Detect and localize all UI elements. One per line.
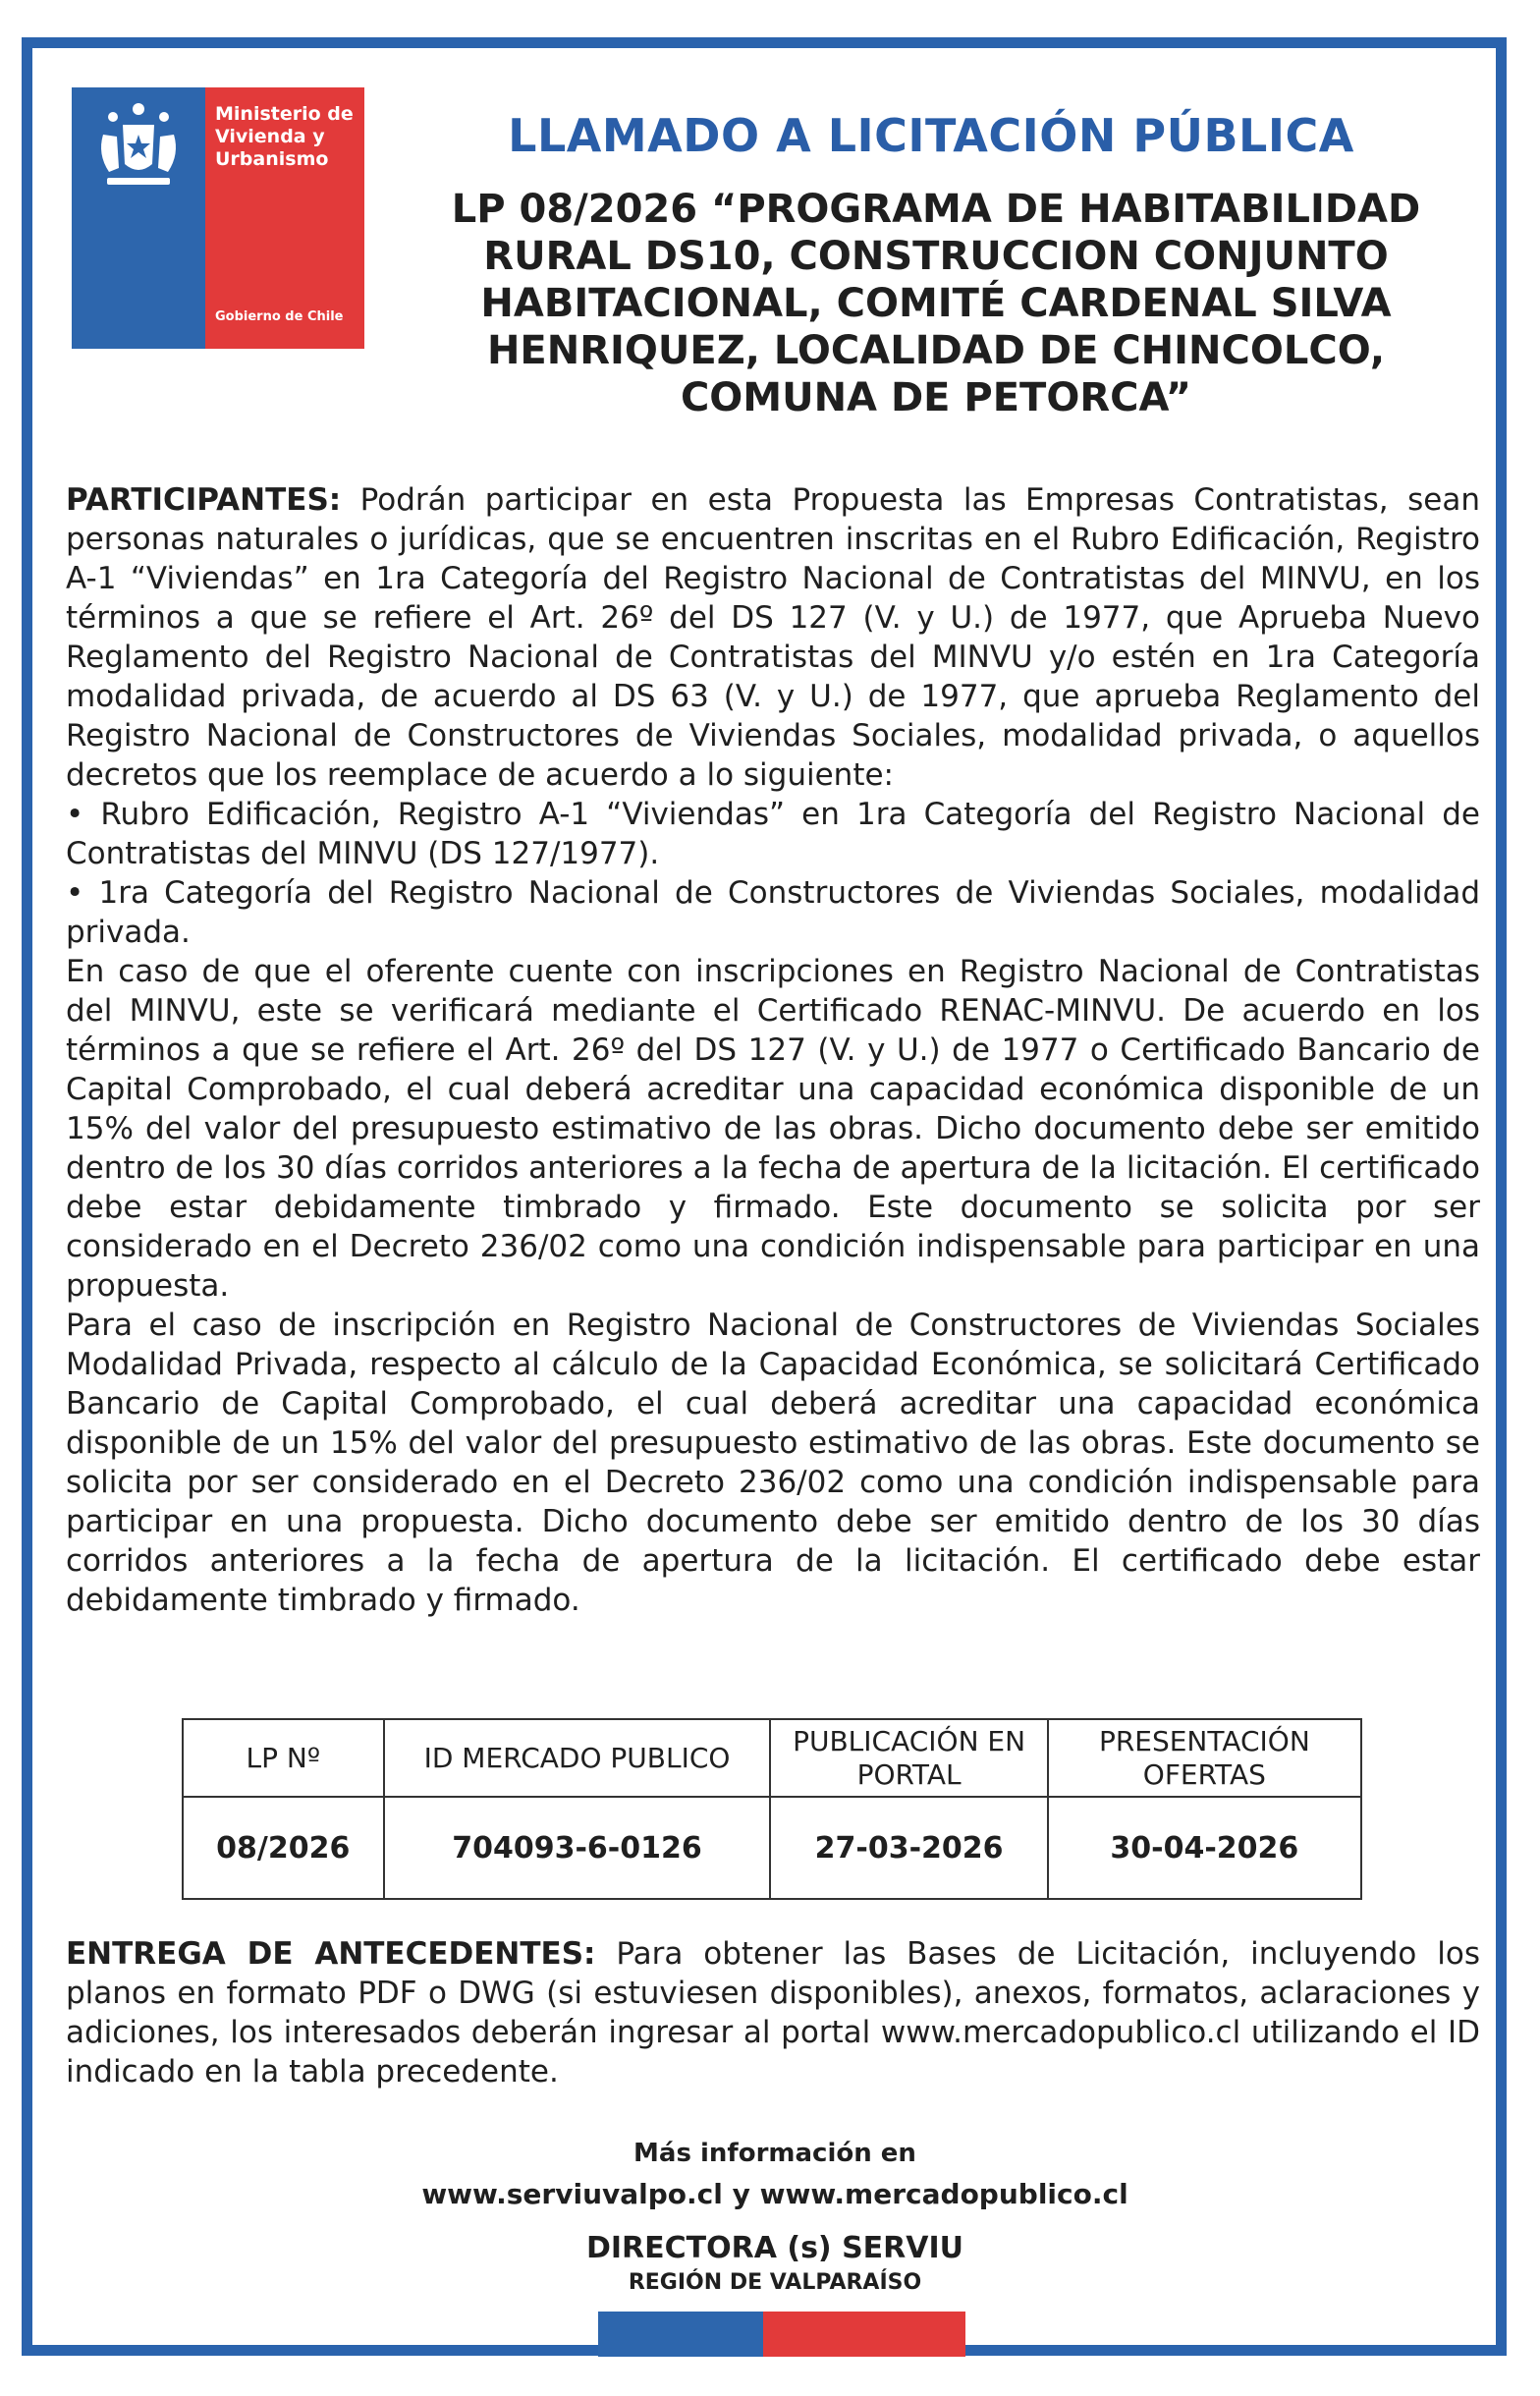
subtitle-line-5: COMUNA DE PETORCA” <box>680 375 1192 420</box>
signer-title: DIRECTORA (s) SERVIU <box>585 2231 964 2265</box>
participantes-intro-text: Podrán participar en esta Propuesta las Empresas Contratistas, sean personas naturales o jurídicas, que se encuentren inscritas en el Rubro Edificación, Registro A-1 “Viviendas” en 1ra Categoría del Registro Nacional de Contratistas del MINVU, en los términos a que se refiere el Art. 26º del DS 127 (V. y U.) de 1977, que Aprueba Nuevo Reglamento del Registro Nacional de Contratistas del MINVU y/o estén en 1ra Categoría modalidad privada, de acuerdo al DS 63 (V. y U.) de 1977, que aprueba Reglamento del Registro Nacional de Constructores de Viviendas Sociales, modalidad privada, o aquellos decretos que los reemplace de acuerdo a lo siguiente: <box>66 482 1480 793</box>
licitacion-table <box>182 1718 1362 1900</box>
ministry-line-1: Ministerio de <box>215 103 354 125</box>
subtitle-line-1: LP 08/2026 “PROGRAMA DE HABITABILIDAD <box>451 187 1421 232</box>
entrega-label: ENTREGA DE ANTECEDENTES: <box>66 1936 596 1972</box>
flag-blue <box>598 2312 763 2357</box>
bullet-item-1: • Rubro Edificación, Registro A-1 “Viviendas” en 1ra Categoría del Registro Nacional de Contratistas del MINVU (DS 127/1977). <box>66 797 1480 871</box>
subtitle-line-4: HENRIQUEZ, LOCALIDAD DE CHINCOLCO, <box>486 328 1386 373</box>
entrega-section <box>66 1934 1480 2091</box>
participantes-label: PARTICIPANTES: <box>66 482 342 518</box>
participantes-intro <box>66 480 1480 795</box>
ministry-line-3: Urbanismo <box>215 148 329 170</box>
notice-frame <box>22 37 1507 2356</box>
participantes-section <box>66 480 1480 1620</box>
flag-bar <box>598 2312 965 2357</box>
signer-region: REGIÓN DE VALPARAÍSO <box>628 2270 922 2295</box>
government-label: Gobierno de Chile <box>215 309 344 324</box>
paragraph-viviendas-sociales: Para el caso de inscripción en Registro Nacional de Constructores de Viviendas Sociales Modalidad Privada, respecto al cálculo de la Capacidad Económica, se solicitará Certificado Bancario de Capital Comprobado, el cual deberá acreditar una capacidad económica disponible de un 15% del valor del presupuesto estimativo de las obras. Este documento se solicita por ser considerado en el Decreto 236/02 como una condición indispensable para participar en una propuesta. Dicho documento debe ser emitido dentro de los 30 días corridos anteriores a la fecha de apertura de la licitación. El certificado debe estar debidamente timbrado y firmado. <box>66 1308 1480 1618</box>
subtitle-line-3: HABITACIONAL, COMITÉ CARDENAL SILVA <box>480 281 1392 326</box>
flag-red <box>763 2312 965 2357</box>
more-info-links: www.serviuvalpo.cl y www.mercadopublico.cl <box>421 2178 1128 2210</box>
table-row <box>183 1797 1361 1899</box>
ministry-name <box>215 103 360 171</box>
bullet-item-2: • 1ra Categoría del Registro Nacional de Constructores de Viviendas Sociales, modalidad privada. <box>66 875 1480 950</box>
ministry-line-2: Vivienda y <box>215 126 325 147</box>
table-cell-presentacion: 30-04-2026 <box>1048 1797 1361 1899</box>
table-header-cell: LP Nº <box>183 1719 384 1797</box>
chile-coat-of-arms-icon <box>89 95 188 194</box>
notice-title: LLAMADO A LICITACIÓN PÚBLICA <box>508 109 1354 162</box>
table-header-row <box>183 1719 1361 1797</box>
notice-subtitle <box>396 186 1476 421</box>
entrega-text: Para obtener las Bases de Licitación, incluyendo los planos en formato PDF o DWG (si estuviesen disponibles), anexos, formatos, aclaraciones y adiciones, los interesados deberán ingresar al portal www.mercadopublico.cl utilizando el ID indicado en la tabla precedente. <box>66 1936 1481 2090</box>
more-info-label: Más información en <box>633 2139 916 2168</box>
subtitle-line-2: RURAL DS10, CONSTRUCCION CONJUNTO <box>483 234 1389 279</box>
table-header-cell: ID MERCADO PUBLICO <box>384 1719 771 1797</box>
table-cell-publicacion: 27-03-2026 <box>770 1797 1047 1899</box>
table-header-cell: PUBLICACIÓN EN PORTAL <box>770 1719 1047 1797</box>
table-header-cell: PRESENTACIÓN OFERTAS <box>1048 1719 1361 1797</box>
minvu-logo <box>72 87 364 349</box>
table-cell-lp: 08/2026 <box>183 1797 384 1899</box>
table-cell-id: 704093-6-0126 <box>384 1797 771 1899</box>
paragraph-renac: En caso de que el oferente cuente con inscripciones en Registro Nacional de Contratistas del MINVU, este se verificará mediante el Certificado RENAC-MINVU. De acuerdo en los términos a que se refiere el Art. 26º del DS 127 (V. y U.) de 1977 o Certificado Bancario de Capital Comprobado, el cual deberá acreditar una capacidad económica disponible de un 15% del valor del presupuesto estimativo de las obras. Dicho documento debe ser emitido dentro de los 30 días corridos anteriores a la fecha de apertura de la licitación. El certificado debe estar debidamente timbrado y firmado. Este documento se solicita por ser considerado en el Decreto 236/02 como una condición indispensable para participar en una propuesta. <box>66 954 1480 1304</box>
